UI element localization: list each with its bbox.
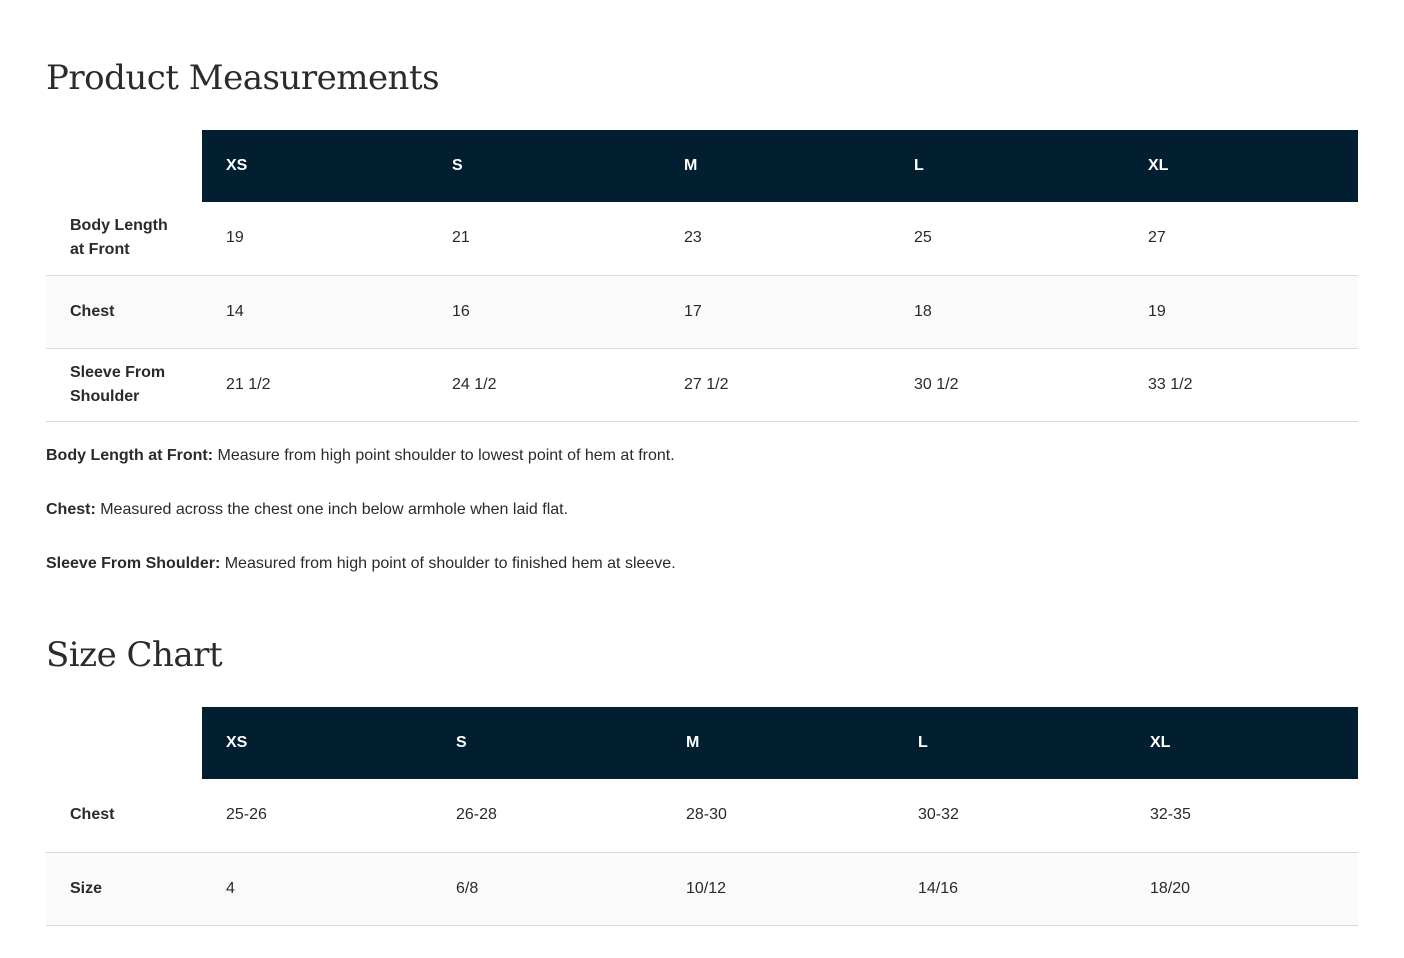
table-cell: 4 bbox=[202, 852, 432, 925]
table-cell: 33 1/2 bbox=[1124, 348, 1358, 421]
table-row bbox=[46, 202, 1358, 275]
row-label-size: Size bbox=[46, 852, 202, 925]
table-row bbox=[46, 852, 1358, 925]
table-cell: 27 1/2 bbox=[660, 348, 890, 421]
size-header-xl: XL bbox=[1124, 130, 1358, 202]
note-term: Body Length at Front: bbox=[46, 447, 214, 464]
table-row bbox=[46, 348, 1358, 421]
size-header-s: S bbox=[428, 130, 660, 202]
measurements-table bbox=[46, 130, 1358, 422]
size-header-s: S bbox=[432, 707, 662, 779]
size-header-m: M bbox=[660, 130, 890, 202]
table-cell: 32-35 bbox=[1126, 779, 1358, 852]
table-cell: 17 bbox=[660, 275, 890, 348]
note-term: Chest: bbox=[46, 501, 96, 518]
size-header-xs: XS bbox=[202, 707, 432, 779]
table-row bbox=[46, 779, 1358, 852]
note-text: Measure from high point shoulder to lowest point of hem at front. bbox=[213, 447, 675, 464]
size-header-l: L bbox=[894, 707, 1126, 779]
table-cell: 6/8 bbox=[432, 852, 662, 925]
note-chest bbox=[46, 498, 1358, 522]
table-cell: 21 bbox=[428, 202, 660, 275]
table-cell: 21 1/2 bbox=[202, 348, 428, 421]
size-chart-table bbox=[46, 707, 1358, 926]
table-cell: 19 bbox=[1124, 275, 1358, 348]
table-cell: 14 bbox=[202, 275, 428, 348]
note-term: Sleeve From Shoulder: bbox=[46, 555, 221, 572]
header-corner bbox=[46, 130, 202, 202]
table-cell: 19 bbox=[202, 202, 428, 275]
table-cell: 27 bbox=[1124, 202, 1358, 275]
note-sleeve bbox=[46, 552, 1358, 576]
measurement-notes bbox=[46, 444, 1358, 606]
table-cell: 25-26 bbox=[202, 779, 432, 852]
row-label-body-length: Body Length at Front bbox=[46, 202, 202, 275]
table-cell: 18 bbox=[890, 275, 1124, 348]
table-cell: 24 1/2 bbox=[428, 348, 660, 421]
table-cell: 23 bbox=[660, 202, 890, 275]
measurements-title: Product Measurements bbox=[46, 58, 440, 98]
measurements-header-row bbox=[46, 130, 1358, 202]
table-row bbox=[46, 275, 1358, 348]
size-header-m: M bbox=[662, 707, 894, 779]
note-text: Measured across the chest one inch below armhole when laid flat. bbox=[95, 501, 569, 518]
note-text: Measured from high point of shoulder to finished hem at sleeve. bbox=[220, 555, 676, 572]
table-cell: 26-28 bbox=[432, 779, 662, 852]
row-label-sleeve: Sleeve From Shoulder bbox=[46, 348, 202, 421]
table-cell: 25 bbox=[890, 202, 1124, 275]
size-chart-title: Size Chart bbox=[46, 635, 223, 675]
size-header-l: L bbox=[890, 130, 1124, 202]
size-header-xs: XS bbox=[202, 130, 428, 202]
table-cell: 30-32 bbox=[894, 779, 1126, 852]
row-label-chest: Chest bbox=[46, 779, 202, 852]
table-cell: 16 bbox=[428, 275, 660, 348]
table-cell: 28-30 bbox=[662, 779, 894, 852]
size-header-xl: XL bbox=[1126, 707, 1358, 779]
note-body-length bbox=[46, 444, 1358, 468]
table-cell: 18/20 bbox=[1126, 852, 1358, 925]
row-label-chest: Chest bbox=[46, 275, 202, 348]
header-corner bbox=[46, 707, 202, 779]
table-cell: 30 1/2 bbox=[890, 348, 1124, 421]
table-cell: 10/12 bbox=[662, 852, 894, 925]
size-chart-header-row bbox=[46, 707, 1358, 779]
table-cell: 14/16 bbox=[894, 852, 1126, 925]
